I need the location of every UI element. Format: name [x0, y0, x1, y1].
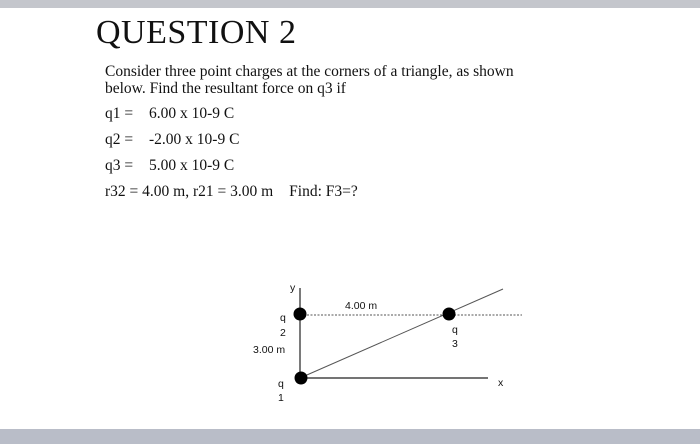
q2-label-q: q — [280, 312, 286, 324]
y-axis-label: y — [290, 282, 296, 294]
charge-q3-dot — [443, 308, 456, 321]
question-title: QUESTION 2 — [96, 14, 297, 51]
q2-label-n: 2 — [280, 327, 286, 339]
charge-q1-dot — [295, 372, 308, 385]
q1-label-q: q — [278, 378, 284, 390]
q3-label-n: 3 — [452, 338, 458, 350]
x-axis-label: x — [498, 377, 504, 389]
given-distances: r32 = 4.00 m, r21 = 3.00 m — [105, 183, 274, 200]
given-q3-value: 5.00 x 10-9 C — [149, 157, 235, 174]
intro-line-1: Consider three point charges at the corners of a triangle, as shown — [105, 63, 514, 80]
bottom-border-bar — [0, 429, 700, 444]
find-target: Find: F3=? — [289, 183, 358, 200]
charge-q2-dot — [294, 308, 307, 321]
intro-line-2: below. Find the resultant force on q3 if — [105, 80, 346, 97]
side-distance-label: 3.00 m — [253, 344, 286, 356]
given-q2-label: q2 = — [105, 131, 134, 148]
given-q3-label: q3 = — [105, 157, 134, 174]
given-q1-value: 6.00 x 10-9 C — [149, 105, 235, 122]
given-q1-label: q1 = — [105, 105, 134, 122]
top-distance-label: 4.00 m — [345, 300, 378, 312]
hypotenuse-line — [300, 289, 503, 378]
q3-label-q: q — [452, 324, 458, 336]
q1-label-n: 1 — [278, 392, 284, 404]
given-q2-value: -2.00 x 10-9 C — [149, 131, 240, 148]
